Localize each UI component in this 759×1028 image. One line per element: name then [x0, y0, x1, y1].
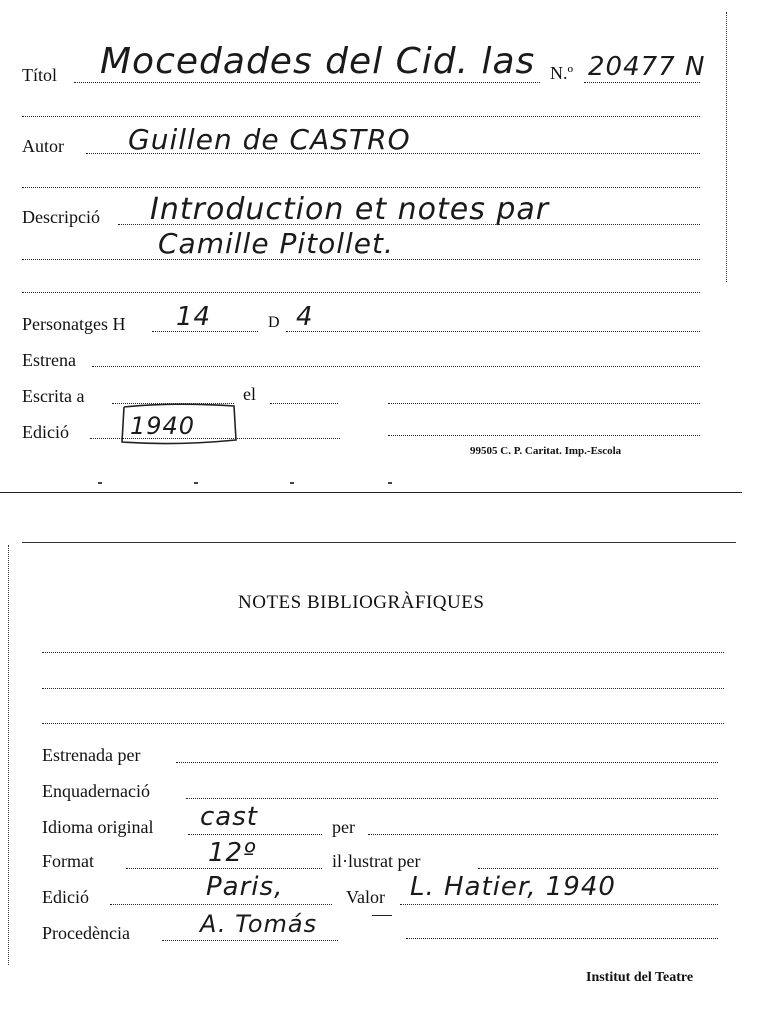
enquadernacio-label: Enquadernació — [42, 781, 150, 801]
idioma-line — [188, 834, 322, 835]
number-label: N.º — [550, 63, 574, 83]
edicio-back-label: Edició — [42, 887, 89, 907]
notes-heading: NOTES BIBLIOGRÀFIQUES — [238, 592, 485, 613]
personatges-label: Personatges H — [22, 314, 126, 334]
institution-stamp: Institut del Teatre — [586, 970, 694, 985]
edicio-back-line — [110, 904, 332, 905]
blank-line — [22, 187, 700, 188]
escrita-extra-line — [388, 403, 700, 404]
idioma-per-line — [368, 834, 718, 835]
printer-mark: 99505 C. P. Caritat. Imp.-Escola — [470, 445, 622, 457]
number-line — [584, 82, 700, 83]
personatges-d-value: 4 — [296, 302, 314, 332]
estrenada-label: Estrenada per — [42, 745, 141, 765]
valor-value: L. Hatier, 1940 — [410, 872, 616, 902]
autor-value: Guillen de CASTRO — [128, 123, 411, 156]
idioma-per-label: per — [332, 817, 355, 837]
descripcio-value-2: Camille Pitollet. — [158, 227, 394, 260]
personatges-d-label: D — [268, 314, 280, 331]
scan-speck — [194, 482, 198, 484]
titol-label: Títol — [22, 65, 57, 85]
titol-value: Mocedades del Cid. las — [100, 41, 536, 82]
escrita-el-line — [270, 403, 338, 404]
card-edge — [8, 545, 9, 965]
escrita-el-label: el — [243, 384, 256, 404]
format-label: Format — [42, 851, 94, 871]
edicio-label: Edició — [22, 422, 69, 442]
edicio-back-value: Paris, — [206, 872, 284, 902]
illustrat-label: il·lustrat per — [332, 851, 421, 871]
scan-speck — [388, 482, 392, 484]
personatges-h-value: 14 — [176, 302, 212, 332]
number-value: 20477 N — [588, 52, 706, 82]
format-value: 12º — [208, 838, 257, 868]
blank-line — [42, 652, 724, 653]
blank-line — [42, 688, 724, 689]
edicio-extra-line — [388, 435, 700, 436]
titol-line — [74, 82, 540, 83]
card-edge — [726, 12, 727, 282]
procedencia-value: A. Tomás — [200, 910, 318, 938]
estrenada-line — [176, 762, 718, 763]
card-top-edge — [22, 542, 736, 543]
descripcio-value-1: Introduction et notes par — [150, 192, 550, 227]
procedencia-extra-line — [406, 938, 718, 939]
estrena-label: Estrena — [22, 350, 76, 370]
blank-line — [42, 723, 724, 724]
card-separator — [0, 492, 742, 493]
illustrat-line — [478, 868, 718, 869]
idioma-label: Idioma original — [42, 817, 154, 837]
autor-label: Autor — [22, 136, 64, 156]
procedencia-line — [162, 940, 338, 941]
edicio-value: 1940 — [130, 412, 196, 440]
personatges-d-line — [286, 331, 700, 332]
descripcio-label: Descripció — [22, 207, 100, 227]
stray-mark — [372, 915, 392, 916]
scan-speck — [98, 482, 102, 484]
format-line — [126, 868, 322, 869]
blank-line — [22, 116, 700, 117]
procedencia-label: Procedència — [42, 923, 130, 943]
blank-line — [22, 292, 700, 293]
enquadernacio-line — [186, 798, 718, 799]
scan-speck — [290, 482, 294, 484]
estrena-line — [92, 366, 700, 367]
idioma-value: cast — [200, 802, 258, 832]
escrita-label: Escrita a — [22, 386, 85, 406]
valor-line — [400, 904, 718, 905]
valor-label: Valor — [346, 887, 385, 907]
